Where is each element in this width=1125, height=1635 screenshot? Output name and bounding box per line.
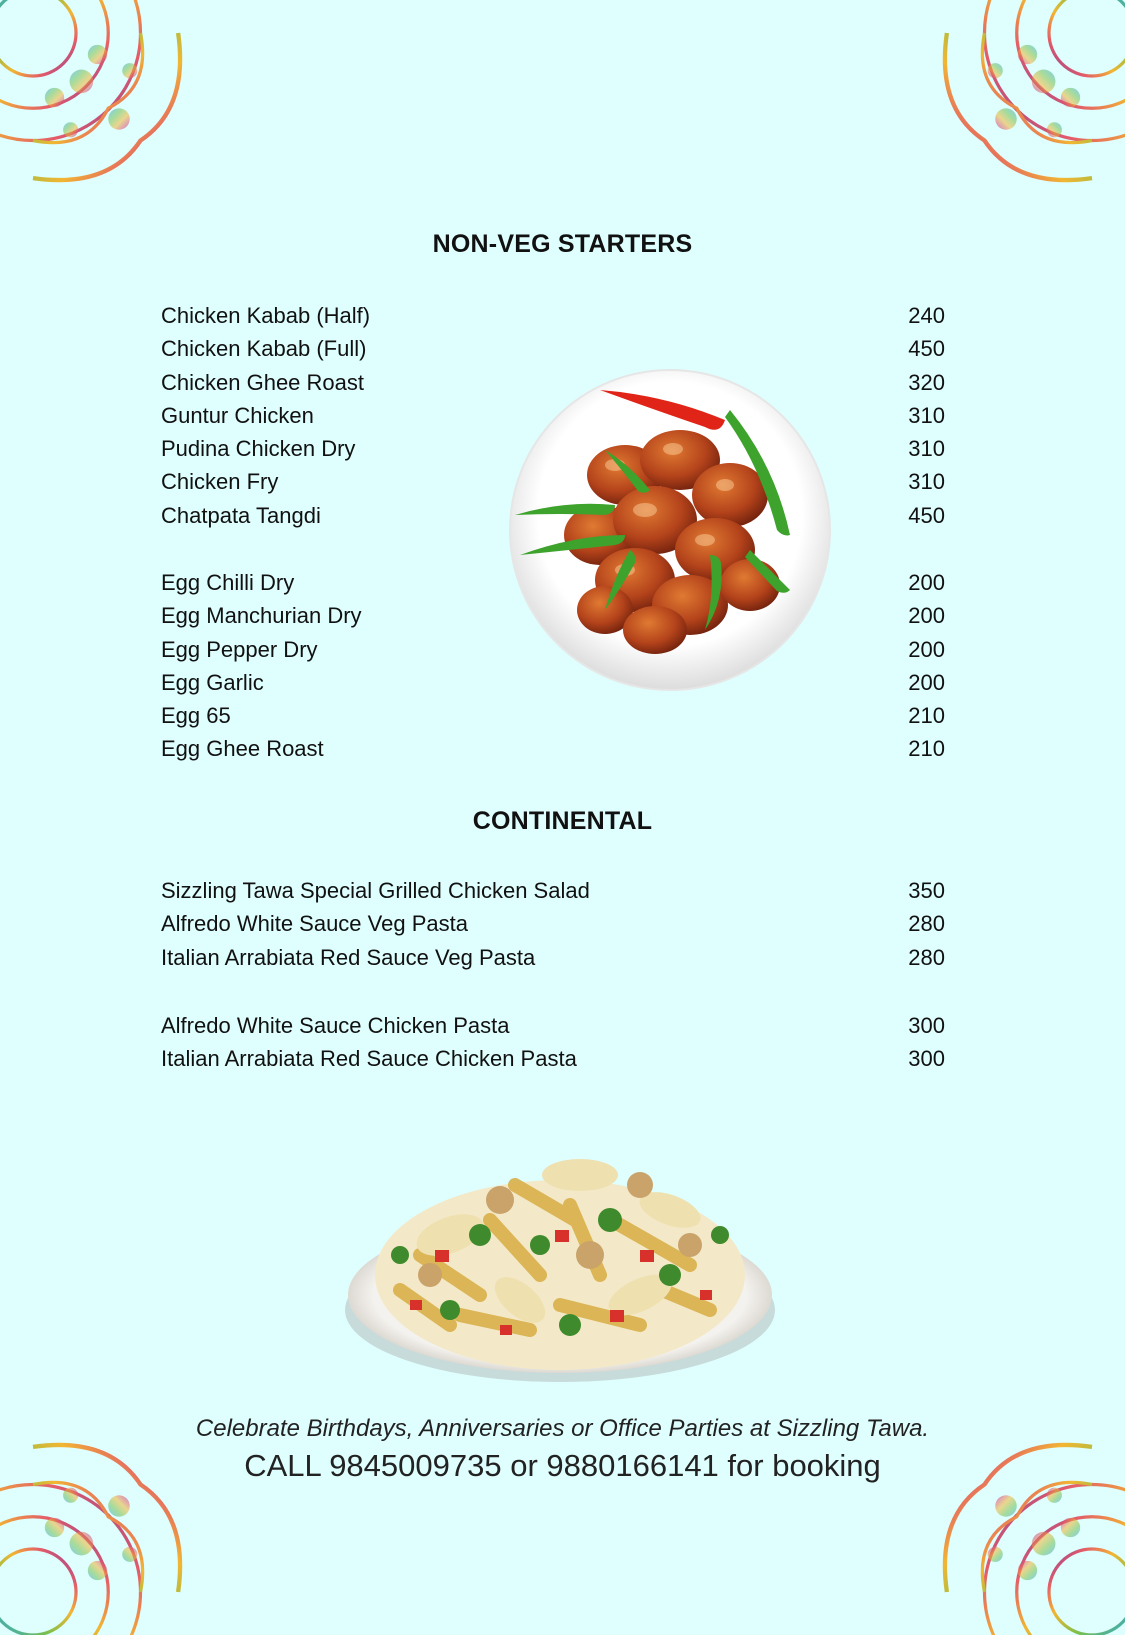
menu-item-price: 320 bbox=[885, 370, 945, 396]
menu-item-name: Egg Ghee Roast bbox=[161, 736, 324, 762]
menu-item-price: 240 bbox=[885, 303, 945, 329]
menu-item-price: 280 bbox=[885, 945, 945, 971]
menu-item bbox=[161, 703, 945, 736]
menu-item-name: Alfredo White Sauce Veg Pasta bbox=[161, 911, 468, 937]
menu-item-price: 280 bbox=[885, 911, 945, 937]
menu-item-name: Guntur Chicken bbox=[161, 403, 314, 429]
menu-item-price: 200 bbox=[885, 637, 945, 663]
menu-item bbox=[161, 878, 945, 911]
menu-item-price: 200 bbox=[885, 603, 945, 629]
menu-list-continental bbox=[161, 878, 945, 978]
menu-item-name: Chatpata Tangdi bbox=[161, 503, 321, 529]
menu-item-name: Egg Pepper Dry bbox=[161, 637, 318, 663]
section-title-non-veg-starters: NON-VEG STARTERS bbox=[0, 230, 1125, 259]
menu-item-price: 450 bbox=[885, 336, 945, 362]
menu-item bbox=[161, 911, 945, 944]
menu-item bbox=[161, 1013, 945, 1046]
section-title-continental: CONTINENTAL bbox=[0, 807, 1125, 836]
chilli-chicken-plate-image bbox=[505, 365, 835, 695]
mandala-decoration-icon bbox=[0, 0, 205, 205]
menu-item-name: Italian Arrabiata Red Sauce Veg Pasta bbox=[161, 945, 535, 971]
footer-tagline: Celebrate Birthdays, Anniversaries or Office Parties at Sizzling Tawa. bbox=[0, 1415, 1125, 1443]
menu-item-price: 300 bbox=[885, 1046, 945, 1072]
menu-item-price: 310 bbox=[885, 403, 945, 429]
mandala-decoration-icon bbox=[920, 0, 1125, 205]
footer-booking-phone: CALL 9845009735 or 9880166141 for booking bbox=[0, 1448, 1125, 1484]
menu-item-name: Egg 65 bbox=[161, 703, 231, 729]
menu-item-price: 300 bbox=[885, 1013, 945, 1039]
menu-list-continental-chicken bbox=[161, 1013, 945, 1080]
menu-item bbox=[161, 736, 945, 769]
menu-item-name: Chicken Fry bbox=[161, 469, 278, 495]
menu-item-name: Sizzling Tawa Special Grilled Chicken Salad bbox=[161, 878, 590, 904]
menu-item-name: Egg Chilli Dry bbox=[161, 570, 294, 596]
menu-item-name: Chicken Ghee Roast bbox=[161, 370, 364, 396]
menu-item-price: 310 bbox=[885, 469, 945, 495]
menu-item-price: 200 bbox=[885, 670, 945, 696]
menu-item-name: Egg Manchurian Dry bbox=[161, 603, 362, 629]
menu-item bbox=[161, 1046, 945, 1079]
menu-item-name: Alfredo White Sauce Chicken Pasta bbox=[161, 1013, 510, 1039]
pasta-plate-image bbox=[340, 1125, 780, 1385]
menu-item-price: 450 bbox=[885, 503, 945, 529]
menu-item-name: Chicken Kabab (Full) bbox=[161, 336, 366, 362]
menu-item-name: Pudina Chicken Dry bbox=[161, 436, 355, 462]
menu-item-name: Chicken Kabab (Half) bbox=[161, 303, 370, 329]
menu-item bbox=[161, 303, 945, 336]
menu-item-price: 210 bbox=[885, 736, 945, 762]
menu-item-name: Egg Garlic bbox=[161, 670, 264, 696]
menu-item-price: 350 bbox=[885, 878, 945, 904]
menu-item-price: 310 bbox=[885, 436, 945, 462]
menu-item-name: Italian Arrabiata Red Sauce Chicken Pasta bbox=[161, 1046, 577, 1072]
menu-item-price: 210 bbox=[885, 703, 945, 729]
menu-item bbox=[161, 945, 945, 978]
menu-item-price: 200 bbox=[885, 570, 945, 596]
